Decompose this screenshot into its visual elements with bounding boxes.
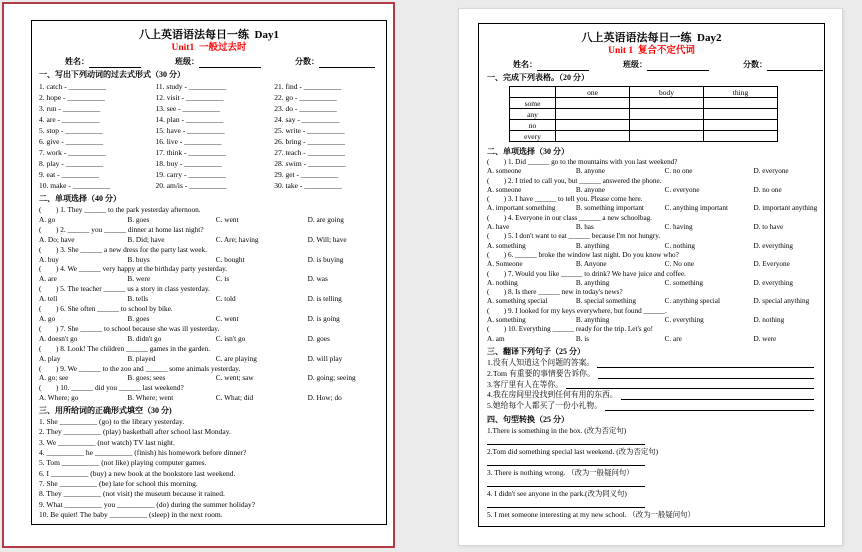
translation-text: 3.客厅里有人在等你。 <box>487 379 564 389</box>
translation-item <box>487 358 816 369</box>
fill-in-item: 8. They __________ (not visit) the museum because it rained. <box>39 489 225 499</box>
option-a: A. something special <box>487 297 548 306</box>
name-label: 姓名： <box>513 60 537 69</box>
option-c: C. went <box>215 313 239 323</box>
table-row <box>510 98 778 109</box>
fill-in-item: 7. She __________ (be) late for school this morning. <box>39 478 198 488</box>
answer-line <box>487 478 645 487</box>
score-blank <box>319 59 375 68</box>
option-c: C. No one <box>664 260 695 269</box>
option-a: A. Someone <box>487 260 523 269</box>
option-b: B. is <box>575 334 590 343</box>
question-text: ( ) 7. Would you like ______ to drink? We have juice and coffee. <box>487 269 686 278</box>
worksheet-title-text: 八上英语语法每日一练 <box>139 29 250 41</box>
class-field <box>175 55 261 68</box>
question-text: ( ) 2. ______ you ______ dinner at home last night? <box>39 224 204 234</box>
option-row <box>39 235 379 245</box>
option-d: D. is telling <box>307 294 342 304</box>
option-d: D. will play <box>307 353 343 363</box>
class-label: 班级： <box>623 60 647 69</box>
verb-item: 1. catch - __________ <box>39 82 107 91</box>
option-row <box>39 354 379 364</box>
answer-cell <box>556 109 630 120</box>
answer-cell <box>704 98 778 109</box>
answer-line <box>598 371 814 379</box>
meta-row-day2 <box>513 58 816 71</box>
verb-item: 15. have - __________ <box>155 126 225 135</box>
answer-line <box>487 436 645 445</box>
translation-item <box>487 380 816 391</box>
unit-topic: 复合不定代词 <box>637 46 695 56</box>
option-d: D. nothing <box>753 316 785 325</box>
name-field <box>513 58 589 71</box>
answer-cell <box>630 120 704 131</box>
mc-question <box>487 232 816 251</box>
name-blank <box>537 62 589 71</box>
answer-line <box>597 360 814 368</box>
question-text: ( ) 1. Did ______ go to the mountains with you last weekend? <box>487 158 678 166</box>
option-row <box>487 204 816 213</box>
option-d: D. is going <box>307 313 340 323</box>
option-b: B. anything <box>575 316 610 325</box>
answer-line <box>487 520 645 527</box>
option-row <box>487 167 816 176</box>
option-row <box>487 186 816 195</box>
verb-item: 30. take - __________ <box>274 181 342 190</box>
option-d: D. goes <box>307 333 330 343</box>
verb-item: 19. carry - __________ <box>155 170 226 179</box>
option-b: B. anything <box>575 278 610 287</box>
answer-cell <box>704 120 778 131</box>
table-row <box>510 131 778 142</box>
option-a: A. have <box>487 223 510 232</box>
verb-item: 18. buy - __________ <box>155 159 222 168</box>
question-text: ( ) 10. ______ did you ______ last weekend? <box>39 383 184 393</box>
mc-question <box>487 195 816 214</box>
transformation-item <box>487 489 816 508</box>
option-c: C. Are; having <box>215 234 259 244</box>
section2-heading-day1: 二、单项选择（40 分） <box>39 194 121 203</box>
mc-question <box>487 251 816 270</box>
option-b: B. were <box>127 274 151 284</box>
option-row <box>39 294 379 304</box>
option-a: A. important something <box>487 204 556 213</box>
verb-item: 13. see - __________ <box>155 104 221 113</box>
option-b: B. anyone <box>575 185 605 194</box>
verb-item: 2. hope - __________ <box>39 93 105 102</box>
option-b: B. goes; sees <box>127 373 166 383</box>
answer-cell <box>704 109 778 120</box>
mc-question <box>39 284 379 304</box>
option-d: D. was <box>307 274 328 284</box>
answer-line <box>566 381 814 389</box>
verb-item: 7. work - __________ <box>39 148 106 157</box>
translation-item <box>487 401 816 412</box>
transformation-item <box>487 468 816 487</box>
option-row <box>487 260 816 269</box>
option-b: B. has <box>575 223 594 232</box>
answer-cell <box>556 131 630 142</box>
row-label-cell: any <box>510 109 556 120</box>
option-c: C. something <box>664 278 703 287</box>
option-b: B. played <box>127 353 156 363</box>
option-row <box>39 393 379 403</box>
page-day2[interactable] <box>458 8 843 546</box>
option-b: B. special something <box>575 297 636 306</box>
option-c: C. are playing <box>215 353 257 363</box>
worksheet-day-label: Day1 <box>254 29 279 41</box>
option-d: D. everything <box>753 278 794 287</box>
option-b: B. Where; went <box>127 393 174 403</box>
verb-item: 23. do - __________ <box>274 104 337 113</box>
option-a: A. are <box>39 274 57 284</box>
option-a: A. tell <box>39 294 58 304</box>
score-blank <box>767 62 823 71</box>
section3-heading-day2: 三、翻译下列句子（25 分） <box>487 346 585 356</box>
answer-cell <box>556 120 630 131</box>
table-header-one: one <box>556 87 630 98</box>
option-row <box>39 334 379 344</box>
answer-cell <box>630 131 704 142</box>
table-header-thing: thing <box>704 87 778 98</box>
answer-line <box>621 392 814 400</box>
translation-text: 2.Tom 有重要的事情要告诉你。 <box>487 368 595 378</box>
verb-item: 9. eat - __________ <box>39 170 99 179</box>
question-text: ( ) 9. We ______ to the zoo and ______ some animals yesterday. <box>39 363 241 373</box>
answer-line <box>487 457 645 466</box>
translation-text: 4.我在房间里没找到任何有用的东西。 <box>487 390 618 400</box>
verb-item: 10. make - __________ <box>39 181 111 190</box>
translation-text: 1.没有人知道这个问题的答案。 <box>487 357 595 367</box>
section3-heading-day1: 三、用所给词的正确形式填空（30 分) <box>39 406 172 416</box>
answer-line <box>487 499 645 508</box>
mc-question-list-day1 <box>39 205 379 403</box>
option-d: D. How; do <box>307 393 342 403</box>
option-c: C. is <box>215 274 230 284</box>
option-d: D. no one <box>753 185 782 194</box>
page-day1[interactable] <box>2 2 395 548</box>
option-a: A. go <box>39 214 56 224</box>
option-d: D. special anything <box>753 297 810 306</box>
unit-label: Unit1 <box>171 43 195 53</box>
option-c: C. anything special <box>664 297 720 306</box>
verb-item: 12. visit - __________ <box>155 93 224 102</box>
option-c: C. everything <box>664 316 704 325</box>
mc-question <box>39 383 379 403</box>
option-row <box>487 242 816 251</box>
worksheet-subtitle-day2 <box>487 45 816 57</box>
option-a: A. something <box>487 241 526 250</box>
verb-item: 29. get - __________ <box>274 170 339 179</box>
option-c: C. anything important <box>664 204 728 213</box>
option-d: D. going; seeing <box>307 373 356 383</box>
mc-question <box>39 245 379 265</box>
option-b: B. anything <box>575 241 610 250</box>
verb-item: 3. run - __________ <box>39 104 101 113</box>
option-row <box>487 316 816 325</box>
fill-in-item: 3. We __________ (not watch) TV last night. <box>39 437 175 447</box>
table-header-body: body <box>630 87 704 98</box>
question-text: ( ) 7. She ______ to school because she was ill yesterday. <box>39 323 220 333</box>
mc-question <box>487 307 816 326</box>
translation-item <box>487 369 816 380</box>
fill-in-item: 5. Tom __________ (not like) playing computer games. <box>39 458 207 468</box>
option-d: D. are going <box>307 214 344 224</box>
verb-item: 8. play - __________ <box>39 159 104 168</box>
option-c: C. What; did <box>215 393 254 403</box>
option-row <box>487 297 816 306</box>
fill-in-item: 9. What __________ you __________ (do) during the summer holiday? <box>39 499 256 509</box>
verb-item: 24. say - __________ <box>274 115 340 124</box>
transformation-text: 4. I didn't see anyone in the park.(改为同义句) <box>487 488 627 498</box>
transformation-list <box>487 426 816 527</box>
option-d: D. were <box>753 334 777 343</box>
verb-item: 11. study - __________ <box>155 82 227 91</box>
option-b: B. anyone <box>575 167 605 176</box>
table-row <box>510 120 778 131</box>
option-d: D. is buying <box>307 254 344 264</box>
option-a: A. play <box>39 353 61 363</box>
verb-item: 25. write - __________ <box>274 126 345 135</box>
name-field <box>65 55 141 68</box>
unit-label: Unit 1 <box>608 46 634 56</box>
meta-row-day1 <box>65 55 379 68</box>
section1-heading-day1: 一、写出下列动词的过去式形式（30 分） <box>39 70 185 79</box>
question-text: ( ) 5. The teacher ______ us a story in class yesterday. <box>39 284 210 294</box>
option-a: A. am <box>487 334 505 343</box>
option-row <box>487 335 816 344</box>
option-d: D. Everyone <box>753 260 790 269</box>
question-text: ( ) 6. ______ broke the window last night. Do you know who? <box>487 250 679 259</box>
transformation-item <box>487 426 816 445</box>
fill-in-list <box>39 417 379 520</box>
mc-question <box>487 270 816 289</box>
question-text: ( ) 2. I tried to call you, but ______ answered the phone. <box>487 176 662 185</box>
option-d: D. Will; have <box>307 234 347 244</box>
answer-cell <box>630 109 704 120</box>
option-a: A. go <box>39 313 56 323</box>
section4-heading-day2: 四、句型转换（25 分） <box>487 414 569 424</box>
question-text: ( ) 10. Everything ______ ready for the trip. Let's go! <box>487 325 653 334</box>
option-a: A. nothing <box>487 278 518 287</box>
mc-question <box>39 364 379 384</box>
option-b: B. buys <box>127 254 150 264</box>
row-label-cell: every <box>510 131 556 142</box>
question-text: ( ) 9. I looked for my keys everywhere, but found ______. <box>487 306 667 315</box>
transformation-item <box>487 510 816 527</box>
verb-item: 6. give - __________ <box>39 137 104 146</box>
option-a: A. Where; go <box>39 393 79 403</box>
worksheet-title-day2 <box>487 31 816 45</box>
answer-line <box>605 403 814 411</box>
mc-question <box>39 304 379 324</box>
fill-in-item: 6. I __________ (buy) a new book at the bookstore last weekend. <box>39 468 236 478</box>
option-row <box>39 274 379 284</box>
option-a: A. someone <box>487 185 522 194</box>
option-d: D. important anything <box>753 204 818 213</box>
question-text: ( ) 1. They ______ to the park yesterday afternoon. <box>39 205 201 214</box>
option-a: A. something <box>487 316 526 325</box>
option-b: B. goes <box>127 214 150 224</box>
mc-question <box>487 325 816 344</box>
option-row <box>487 279 816 288</box>
worksheet-subtitle-day1 <box>39 42 379 54</box>
option-b: B. something important <box>575 204 644 213</box>
class-blank <box>199 59 261 68</box>
section2-heading-day2: 二、单项选择（30 分） <box>487 147 569 156</box>
mc-question <box>39 225 379 245</box>
mc-question <box>39 205 379 225</box>
mc-question <box>487 214 816 233</box>
question-text: ( ) 3. I have ______ to tell you. Please come here. <box>487 195 643 204</box>
question-text: ( ) 4. We ______ very happy at the birthday party yesterday. <box>39 264 228 274</box>
translation-item <box>487 390 816 401</box>
verb-item: 27. teach - __________ <box>274 148 346 157</box>
score-label: 分数： <box>295 57 319 66</box>
verb-item: 21. find - __________ <box>274 82 342 91</box>
option-a: A. doesn't go <box>39 333 78 343</box>
transformation-text: 1.There is something in the box. (改为否定句) <box>487 425 627 435</box>
option-b: B. Did; have <box>127 234 165 244</box>
option-c: C. having <box>664 223 693 232</box>
question-text: ( ) 4. Everyone in our class ______ a new schoolbag. <box>487 213 653 222</box>
score-field <box>295 55 375 68</box>
mc-question <box>39 344 379 364</box>
table-row <box>510 109 778 120</box>
question-text: ( ) 6. She often ______ to school by bike. <box>39 304 173 314</box>
answer-cell <box>704 131 778 142</box>
answer-cell <box>556 98 630 109</box>
name-blank <box>89 59 141 68</box>
worksheet-title-text: 八上英语语法每日一练 <box>581 32 692 44</box>
option-b: B. goes <box>127 313 150 323</box>
answer-cell <box>630 98 704 109</box>
option-a: A. Do; have <box>39 234 75 244</box>
score-field <box>743 58 823 71</box>
option-d: D. everyone <box>753 167 789 176</box>
option-c: C. went <box>215 214 239 224</box>
option-c: C. everyone <box>664 185 700 194</box>
mc-question <box>39 264 379 284</box>
option-b: B. didn't go <box>127 333 162 343</box>
worksheet-frame-day1 <box>31 20 387 525</box>
option-d: D. to have <box>753 223 784 232</box>
class-label: 班级： <box>175 57 199 66</box>
option-b: B. tells <box>127 294 149 304</box>
row-label-cell: no <box>510 120 556 131</box>
verb-item: 14. plan - __________ <box>155 115 224 124</box>
question-text: ( ) 8. Look! The children ______ games in the garden. <box>39 343 211 353</box>
verb-item: 22. go - __________ <box>274 93 337 102</box>
option-a: A. buy <box>39 254 59 264</box>
translation-text: 5.她给每个人都买了一份小礼物。 <box>487 401 603 411</box>
verb-item: 16. live - __________ <box>155 137 222 146</box>
table-header-row <box>510 87 778 98</box>
option-d: D. everything <box>753 241 794 250</box>
mc-question <box>487 177 816 196</box>
worksheet-frame-day2 <box>478 23 825 527</box>
verb-item: 17. think - __________ <box>155 148 226 157</box>
fill-in-item: 1. She __________ (go) to the library yesterday. <box>39 417 185 427</box>
verb-item: 26. bring - __________ <box>274 137 346 146</box>
option-row <box>39 373 379 383</box>
transformation-text: 3. There is nothing wrong. （改为一般疑问句） <box>487 467 634 477</box>
translation-list <box>487 358 816 412</box>
option-c: C. isn't go <box>215 333 246 343</box>
option-row <box>39 314 379 324</box>
worksheet-day-label: Day2 <box>697 32 722 44</box>
mc-question <box>39 324 379 344</box>
option-row <box>39 255 379 265</box>
worksheet-title-day1 <box>39 28 379 42</box>
option-row <box>487 223 816 232</box>
option-c: C. no one <box>664 167 693 176</box>
option-c: C. went; saw <box>215 373 254 383</box>
question-text: ( ) 5. I don't want to eat ______ because I'm not hungry. <box>487 232 661 241</box>
option-row <box>39 215 379 225</box>
class-field <box>623 58 709 71</box>
fill-in-item: 4. __________ he __________ (finish) his homework before dinner? <box>39 448 247 458</box>
unit-topic: 一般过去时 <box>198 43 247 53</box>
option-a: A. go; see <box>39 373 69 383</box>
mc-question <box>487 158 816 177</box>
option-b: B. Anyone <box>575 260 607 269</box>
name-label: 姓名： <box>65 57 89 66</box>
fill-in-item: 10. Be quiet! The baby __________ (sleep) in the next room. <box>39 509 223 519</box>
option-c: C. bought <box>215 254 245 264</box>
class-blank <box>647 62 709 71</box>
transformation-text: 2.Tom did something special last weekend. (改为否定句) <box>487 446 659 456</box>
section1-heading-day2: 一、完成下列表格。（20 分） <box>487 73 589 82</box>
fill-in-item: 2. They __________ (play) basketball after school last Monday. <box>39 427 231 437</box>
score-label: 分数： <box>743 60 767 69</box>
table-body <box>510 98 778 142</box>
verb-item: 28. swim - __________ <box>274 159 346 168</box>
verb-list <box>39 81 379 191</box>
verb-item: 20. am/is - __________ <box>155 181 227 190</box>
option-a: A. someone <box>487 167 522 176</box>
verb-item: 5. stop - __________ <box>39 126 103 135</box>
table-header-blank <box>510 87 556 98</box>
indefinite-pronoun-table <box>509 86 778 142</box>
transformation-item <box>487 447 816 466</box>
row-label-cell: some <box>510 98 556 109</box>
question-text: ( ) 8. Is there ______ new in today's news? <box>487 288 623 297</box>
transformation-text: 5. I met someone interesting at my new school. （改为一般疑问句） <box>487 509 695 519</box>
question-text: ( ) 3. She ______ a new dress for the party last week. <box>39 244 207 254</box>
option-c: C. nothing <box>664 241 696 250</box>
option-c: C. are <box>664 334 682 343</box>
verb-item: 4. are - __________ <box>39 115 100 124</box>
mc-question <box>487 288 816 307</box>
mc-question-list-day2 <box>487 158 816 344</box>
option-c: C. told <box>215 294 236 304</box>
